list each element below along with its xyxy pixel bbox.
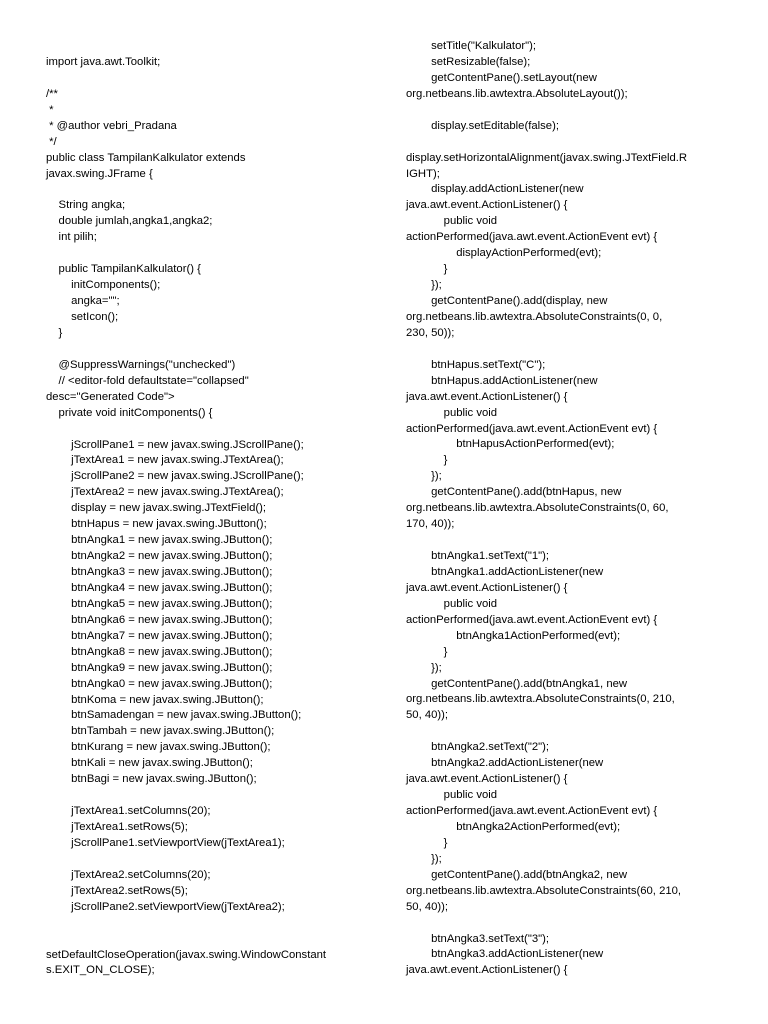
code-line: btnAngka2 = new javax.swing.JButton(); xyxy=(46,550,273,563)
code-line xyxy=(406,724,736,740)
code-line: btnAngka1 = new javax.swing.JButton(); xyxy=(46,534,273,547)
code-line: IGHT); xyxy=(406,167,440,180)
code-line xyxy=(46,916,376,932)
code-line xyxy=(46,852,376,868)
code-line: btnAngka2.setText("2"); xyxy=(406,741,550,754)
code-line xyxy=(406,103,736,119)
code-line: org.netbeans.lib.awtextra.AbsoluteConstraints(60, 210, xyxy=(406,884,682,897)
code-line: } xyxy=(46,326,63,339)
code-line: display.setHorizontalAlignment(javax.swing.JTextField.R xyxy=(406,151,688,164)
code-line xyxy=(46,932,376,948)
code-line: /** xyxy=(46,87,58,100)
code-line: 170, 40)); xyxy=(406,518,455,531)
code-line: }); xyxy=(406,279,442,292)
code-line: setResizable(false); xyxy=(406,55,531,68)
code-line: btnAngka3.addActionListener(new xyxy=(406,948,604,961)
code-line: 230, 50)); xyxy=(406,326,455,339)
code-line: * xyxy=(46,103,54,116)
code-line xyxy=(406,916,736,932)
code-line: public void xyxy=(406,406,498,419)
code-line xyxy=(46,183,376,199)
code-line: * @author vebri_Pradana xyxy=(46,119,177,132)
code-line: org.netbeans.lib.awtextra.AbsoluteConstraints(0, 0, xyxy=(406,310,663,323)
code-line: btnAngka1.addActionListener(new xyxy=(406,565,604,578)
code-line: */ xyxy=(46,135,57,148)
code-line: javax.swing.JFrame { xyxy=(46,167,153,180)
code-line: jTextArea2.setRows(5); xyxy=(46,884,188,897)
code-line: btnSamadengan = new javax.swing.JButton(); xyxy=(46,709,302,722)
code-line: btnAngka8 = new javax.swing.JButton(); xyxy=(46,645,273,658)
code-line: }); xyxy=(406,470,442,483)
code-line: btnAngka3 = new javax.swing.JButton(); xyxy=(46,566,273,578)
code-line: java.awt.event.ActionListener() { xyxy=(406,199,568,212)
code-line: btnAngka2.addActionListener(new xyxy=(406,757,604,770)
code-line: String angka; xyxy=(46,199,126,212)
code-line: } xyxy=(406,454,448,467)
code-line: setIcon(); xyxy=(46,311,119,323)
code-line: btnAngka7 = new javax.swing.JButton(); xyxy=(46,629,273,642)
code-line: jTextArea1 = new javax.swing.JTextArea(); xyxy=(46,454,284,467)
code-line: @SuppressWarnings("unchecked") xyxy=(46,358,236,371)
code-line: btnAngka1ActionPerformed(evt); xyxy=(406,629,621,642)
code-line: jTextArea1.setColumns(20); xyxy=(46,805,211,818)
code-line: angka=""; xyxy=(46,295,120,308)
code-line: btnHapusActionPerformed(evt); xyxy=(406,438,615,451)
code-line: 50, 40)); xyxy=(406,900,449,913)
code-line: btnAngka5 = new javax.swing.JButton(); xyxy=(46,597,273,610)
code-line: public void xyxy=(406,215,498,228)
code-line: s.EXIT_ON_CLOSE); xyxy=(46,964,155,977)
code-line: setDefaultCloseOperation(javax.swing.WindowConstant xyxy=(46,948,327,961)
code-line xyxy=(46,422,376,438)
code-line: jScrollPane1 = new javax.swing.JScrollPane(); xyxy=(46,438,304,451)
code-line: btnBagi = new javax.swing.JButton(); xyxy=(46,773,257,786)
code-line: initComponents(); xyxy=(46,279,161,292)
code-line xyxy=(46,342,376,358)
code-line: btnHapus.addActionListener(new xyxy=(406,374,598,387)
code-line xyxy=(46,246,376,262)
code-line: org.netbeans.lib.awtextra.AbsoluteLayout()); xyxy=(406,87,628,100)
code-line: display = new javax.swing.JTextField(); xyxy=(46,502,267,515)
code-line xyxy=(406,533,736,549)
code-line: } xyxy=(406,263,448,276)
code-line: btnAngka4 = new javax.swing.JButton(); xyxy=(46,581,273,594)
code-line: btnAngka2ActionPerformed(evt); xyxy=(406,820,621,833)
code-line: }); xyxy=(406,661,442,674)
code-line: org.netbeans.lib.awtextra.AbsoluteConstraints(0, 210, xyxy=(406,693,675,706)
code-line: actionPerformed(java.awt.event.ActionEvent evt) { xyxy=(406,231,658,244)
code-column-right xyxy=(406,39,736,979)
code-column-left xyxy=(46,55,376,979)
code-line: btnAngka1.setText("1"); xyxy=(406,550,550,562)
code-line: } xyxy=(406,836,448,849)
code-line: getContentPane().add(btnAngka1, new xyxy=(406,677,628,690)
code-line: btnKali = new javax.swing.JButton(); xyxy=(46,757,253,770)
code-line: public class TampilanKalkulator extends xyxy=(46,151,246,164)
code-line: getContentPane().add(btnAngka2, new xyxy=(406,868,628,881)
code-line: actionPerformed(java.awt.event.ActionEvent evt) { xyxy=(406,613,658,626)
code-line: actionPerformed(java.awt.event.ActionEvent evt) { xyxy=(406,422,658,435)
code-line: btnAngka9 = new javax.swing.JButton(); xyxy=(46,661,273,674)
code-line: getContentPane().add(display, new xyxy=(406,295,608,307)
code-line: display.addActionListener(new xyxy=(406,183,584,196)
code-line: btnAngka6 = new javax.swing.JButton(); xyxy=(46,613,273,626)
code-line: jTextArea1.setRows(5); xyxy=(46,821,188,833)
code-line: btnKurang = new javax.swing.JButton(); xyxy=(46,741,271,754)
code-line: import java.awt.Toolkit; xyxy=(46,56,161,68)
code-line: jScrollPane2.setViewportView(jTextArea2); xyxy=(46,900,285,913)
code-line: public TampilanKalkulator() { xyxy=(46,263,201,276)
code-line: } xyxy=(406,645,448,658)
code-line: }); xyxy=(406,852,442,865)
code-line: public void xyxy=(406,789,498,802)
code-line: org.netbeans.lib.awtextra.AbsoluteConstraints(0, 60, xyxy=(406,502,669,515)
code-line: getContentPane().setLayout(new xyxy=(406,71,597,84)
code-line: displayActionPerformed(evt); xyxy=(406,247,602,260)
code-line: getContentPane().add(btnHapus, new xyxy=(406,486,622,499)
code-line: double jumlah,angka1,angka2; xyxy=(46,215,213,228)
code-line: // <editor-fold defaultstate="collapsed" xyxy=(46,374,249,387)
code-line: java.awt.event.ActionListener() { xyxy=(406,964,568,977)
code-line xyxy=(406,342,736,358)
code-line: btnKoma = new javax.swing.JButton(); xyxy=(46,693,264,706)
code-line: actionPerformed(java.awt.event.ActionEvent evt) { xyxy=(406,805,658,817)
code-line: btnTambah = new javax.swing.JButton(); xyxy=(46,725,275,738)
code-line: desc="Generated Code"> xyxy=(46,390,175,403)
code-line: java.awt.event.ActionListener() { xyxy=(406,773,568,786)
code-line: display.setEditable(false); xyxy=(406,119,559,132)
code-line: jTextArea2.setColumns(20); xyxy=(46,868,211,881)
code-line xyxy=(406,135,736,151)
code-line: btnHapus = new javax.swing.JButton(); xyxy=(46,518,267,531)
code-line: java.awt.event.ActionListener() { xyxy=(406,390,568,403)
code-line: private void initComponents() { xyxy=(46,406,213,419)
code-line: jScrollPane1.setViewportView(jTextArea1); xyxy=(46,836,285,849)
code-line: btnHapus.setText("C"); xyxy=(406,358,546,371)
code-line: jScrollPane2 = new javax.swing.JScrollPane(); xyxy=(46,470,304,483)
code-line: public void xyxy=(406,597,498,610)
code-line: 50, 40)); xyxy=(406,709,449,722)
code-line: int pilih; xyxy=(46,231,97,244)
code-line: btnAngka0 = new javax.swing.JButton(); xyxy=(46,677,273,690)
code-line xyxy=(46,71,376,87)
code-line: btnAngka3.setText("3"); xyxy=(406,932,550,945)
code-line: java.awt.event.ActionListener() { xyxy=(406,581,568,594)
code-line xyxy=(46,788,376,804)
code-line: jTextArea2 = new javax.swing.JTextArea(); xyxy=(46,486,284,499)
code-line: setTitle("Kalkulator"); xyxy=(406,40,537,52)
